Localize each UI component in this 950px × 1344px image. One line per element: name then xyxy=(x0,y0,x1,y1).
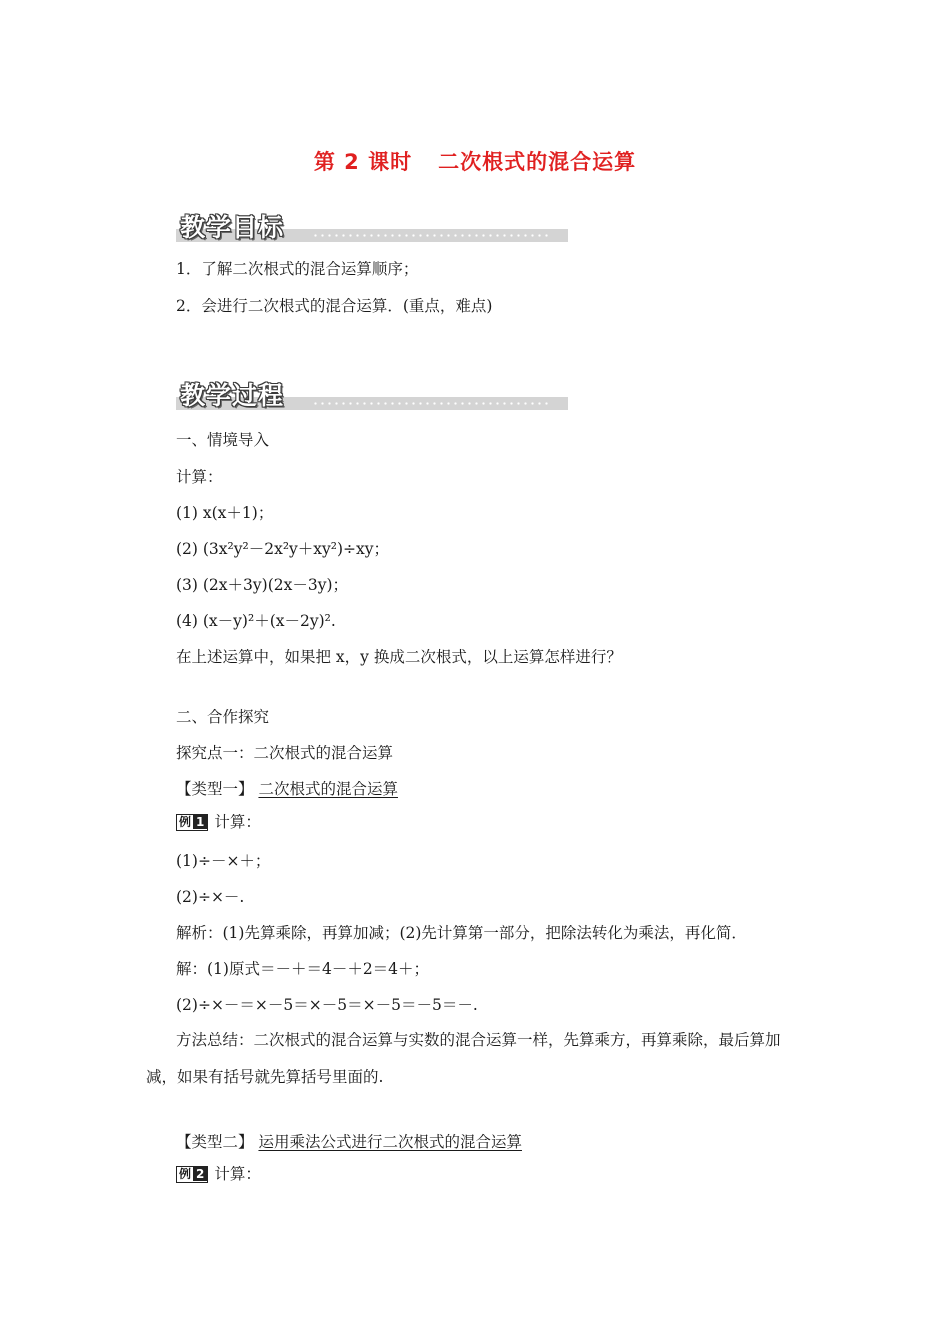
goals-banner xyxy=(176,204,568,244)
section1-heading: 一、情境导入 xyxy=(176,431,270,449)
explore-point-1: 探究点一：二次根式的混合运算 xyxy=(176,744,394,762)
section1-item-3: (3) (2x＋3y)(2x－3y)； xyxy=(176,576,349,594)
example-1-item-2: (2)÷×－. xyxy=(176,888,245,906)
type1-heading xyxy=(176,779,398,799)
section1-item-2: (2) (3x²y²－2x²y＋xy²)÷xy； xyxy=(176,540,390,558)
section1-item-1: (1) x(x＋1)； xyxy=(176,504,274,522)
section2-heading: 二、合作探究 xyxy=(176,708,270,726)
title-lesson-number: 第 2 课时 xyxy=(313,150,413,174)
section1-item-4: (4) (x－y)²＋(x－2y)². xyxy=(176,612,336,630)
section1-question: 在上述运算中，如果把 x，y 换成二次根式，以上运算怎样进行？ xyxy=(176,648,622,666)
goal-item-2: 2．会进行二次根式的混合运算．(重点，难点) xyxy=(176,297,493,315)
type1-prefix: 【类型一】 xyxy=(176,780,254,798)
process-banner-label: 教学过程 xyxy=(180,381,285,410)
banner-dots xyxy=(312,234,552,237)
goal-item-1: 1．了解二次根式的混合运算顺序； xyxy=(176,260,419,278)
process-banner xyxy=(176,372,568,412)
example-1-badge: 例 1 xyxy=(176,814,208,831)
page-title xyxy=(0,146,950,176)
example-2-text: 计算： xyxy=(214,1165,261,1183)
type2-title: 运用乘法公式进行二次根式的混合运算 xyxy=(258,1133,522,1151)
goals-banner-label: 教学目标 xyxy=(180,213,285,242)
section1-calc-label: 计算： xyxy=(176,468,223,486)
type2-heading xyxy=(176,1132,522,1152)
example-2 xyxy=(176,1164,261,1184)
type1-title: 二次根式的混合运算 xyxy=(258,780,398,798)
method-summary: 方法总结：二次根式的混合运算与实数的混合运算一样，先算乘方，再算乘除，最后算加减，如果有括号就先算括号里面的. xyxy=(146,1031,781,1086)
banner-dots xyxy=(312,402,552,405)
analysis: 解析：(1)先算乘除，再算加减；(2)先计算第一部分，把除法转化为乘法，再化简． xyxy=(176,924,747,942)
type2-prefix: 【类型二】 xyxy=(176,1133,254,1151)
example-2-badge: 例 2 xyxy=(176,1166,208,1183)
title-topic: 二次根式的混合运算 xyxy=(438,150,637,174)
solution-1: 解：(1)原式＝－＋＝4－＋2＝4＋； xyxy=(176,960,430,978)
solution-2: (2)÷×－＝×－5＝×－5＝×－5＝－5＝－. xyxy=(176,996,478,1014)
example-1-text: 计算： xyxy=(214,813,261,831)
example-1 xyxy=(176,812,261,832)
example-1-item-1: (1)÷－×＋； xyxy=(176,852,271,870)
